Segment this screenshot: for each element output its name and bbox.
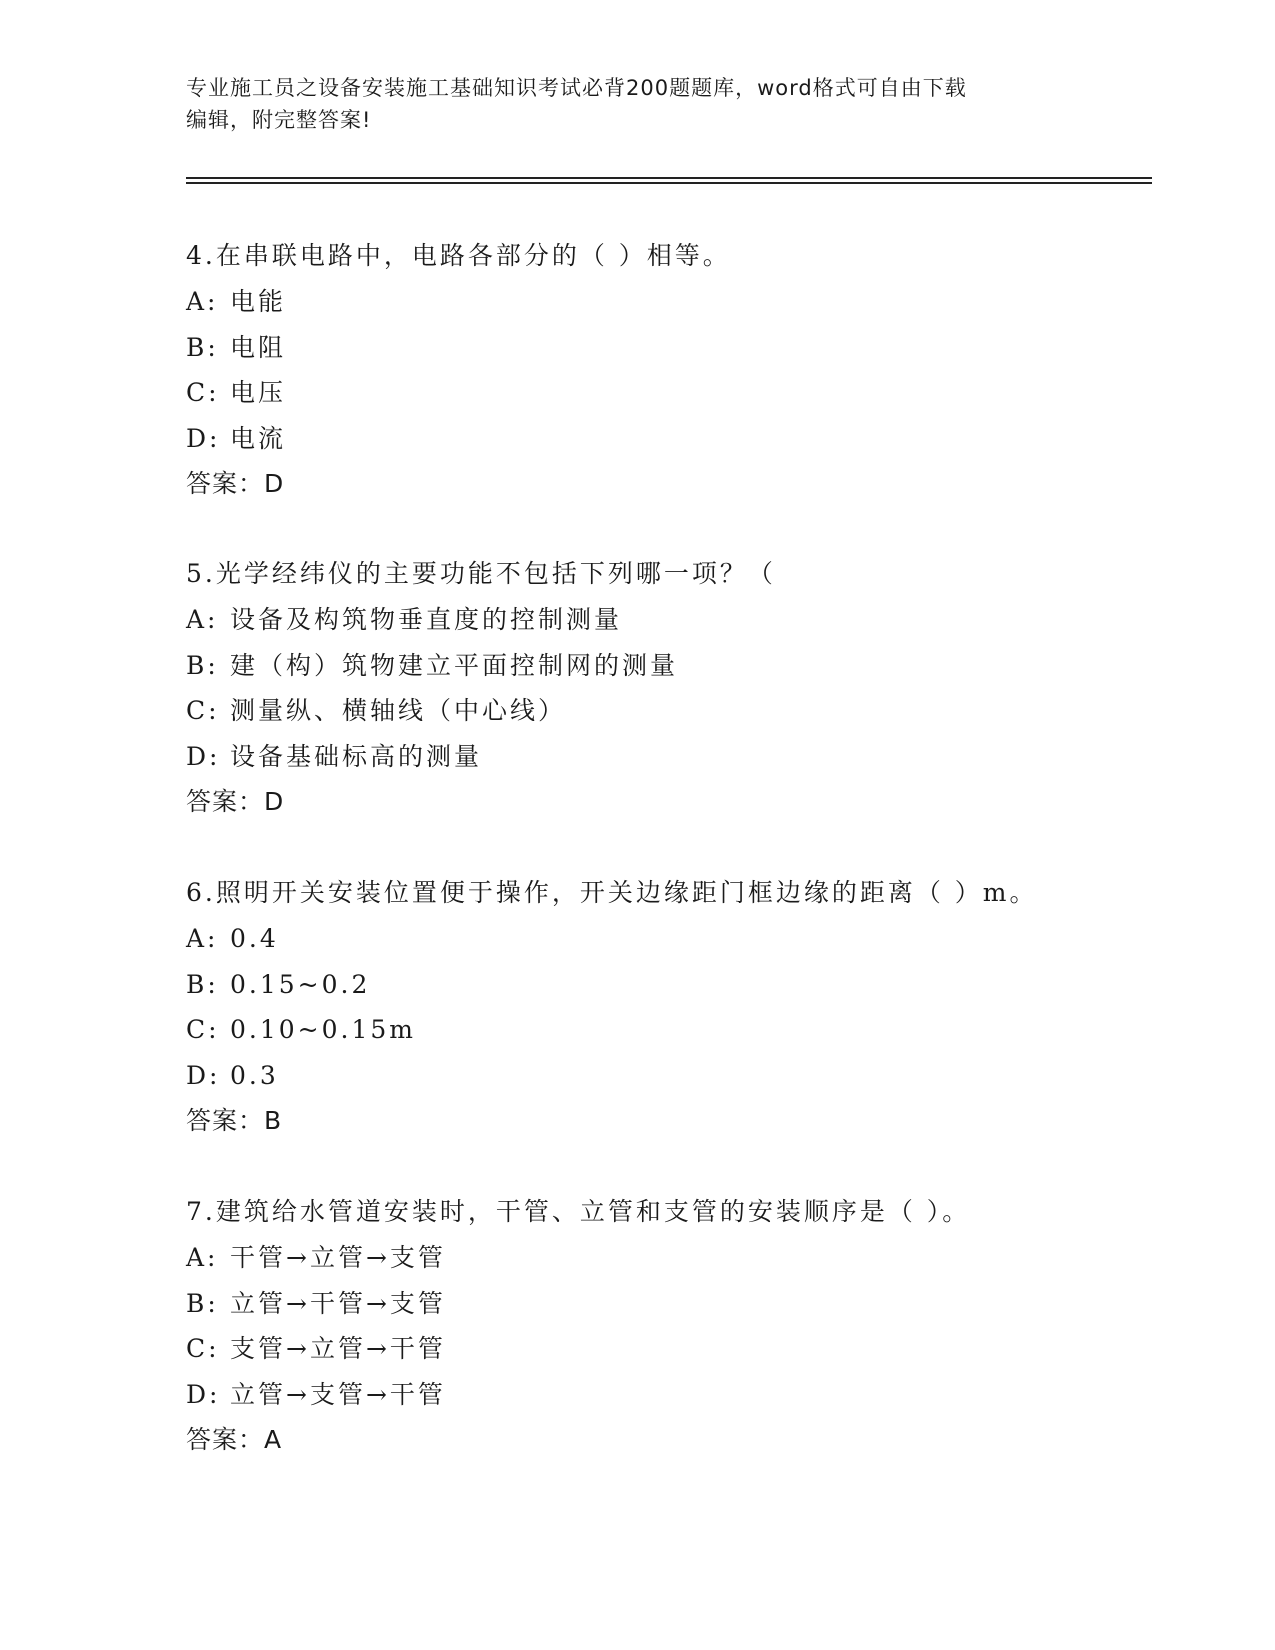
option-a — [186, 597, 1146, 643]
option-key: C: — [186, 378, 220, 407]
header-line-1: 专业施工员之设备安装施工基础知识考试必背200题题库，word格式可自由下载 — [186, 76, 967, 100]
option-key: D: — [186, 741, 221, 771]
option-d — [186, 734, 1146, 780]
answer-line: 答案：D — [186, 469, 285, 498]
option-b — [186, 325, 1146, 371]
option-b — [186, 643, 1146, 689]
option-d — [186, 1372, 1146, 1418]
option-a — [186, 916, 1146, 962]
answer-line: 答案：B — [186, 1106, 283, 1135]
option-key: C: — [186, 696, 220, 725]
option-d — [186, 1053, 1146, 1099]
option-text: 电阻 — [230, 332, 287, 362]
option-text: 0.4 — [230, 924, 279, 953]
question-4 — [186, 233, 1146, 506]
option-c — [186, 688, 1146, 734]
question-7 — [186, 1189, 1146, 1462]
option-key: C: — [186, 1334, 220, 1363]
option-text: 0.3 — [230, 1060, 279, 1090]
option-key: D: — [186, 1379, 221, 1409]
option-key: B: — [186, 969, 219, 999]
question-5 — [186, 551, 1146, 824]
answer-line: 答案：D — [186, 787, 285, 816]
option-a — [186, 1235, 1146, 1281]
option-text: 立管→干管→支管 — [230, 1288, 446, 1318]
option-text: 建（构）筑物建立平面控制网的测量 — [230, 650, 679, 680]
option-text: 干管→立管→支管 — [230, 1243, 446, 1272]
option-a — [186, 279, 1146, 325]
option-c — [186, 1007, 1146, 1053]
option-text: 设备及构筑物垂直度的控制测量 — [230, 605, 623, 634]
option-text: 设备基础标高的测量 — [230, 741, 483, 771]
document-header — [186, 72, 1066, 136]
header-divider-bottom — [186, 182, 1152, 184]
option-b — [186, 1281, 1146, 1327]
option-key: A: — [186, 1243, 219, 1272]
option-c — [186, 370, 1146, 416]
question-6 — [186, 870, 1146, 1143]
option-text: 电流 — [230, 423, 287, 453]
option-b — [186, 962, 1146, 1008]
option-key: B: — [186, 332, 219, 362]
option-key: D: — [186, 1060, 221, 1090]
option-text: 0.15~0.2 — [230, 969, 371, 999]
option-text: 电能 — [230, 287, 287, 316]
option-key: B: — [186, 1288, 219, 1318]
header-divider-top — [186, 177, 1152, 179]
question-title: 4.在串联电路中，电路各部分的（ ）相等。 — [186, 241, 731, 270]
option-text: 支管→立管→干管 — [230, 1334, 446, 1363]
option-key: D: — [186, 423, 221, 453]
option-text: 立管→支管→干管 — [230, 1379, 446, 1409]
header-line-2: 编辑，附完整答案! — [186, 108, 372, 132]
option-key: C: — [186, 1015, 220, 1044]
option-key: B: — [186, 650, 219, 680]
question-title: 5.光学经纬仪的主要功能不包括下列哪一项？（ — [186, 559, 776, 588]
option-key: A: — [186, 924, 219, 953]
question-title: 7.建筑给水管道安装时，干管、立管和支管的安装顺序是（ ）。 — [186, 1197, 971, 1226]
option-text: 电压 — [230, 378, 287, 407]
option-text: 0.10~0.15m — [230, 1015, 416, 1044]
question-title: 6.照明开关安装位置便于操作，开关边缘距门框边缘的距离（ ）m。 — [186, 878, 1038, 907]
option-d — [186, 416, 1146, 462]
option-key: A: — [186, 605, 219, 634]
option-text: 测量纵、横轴线（中心线） — [230, 696, 567, 725]
answer-line: 答案：A — [186, 1425, 283, 1454]
option-c — [186, 1326, 1146, 1372]
option-key: A: — [186, 287, 219, 316]
